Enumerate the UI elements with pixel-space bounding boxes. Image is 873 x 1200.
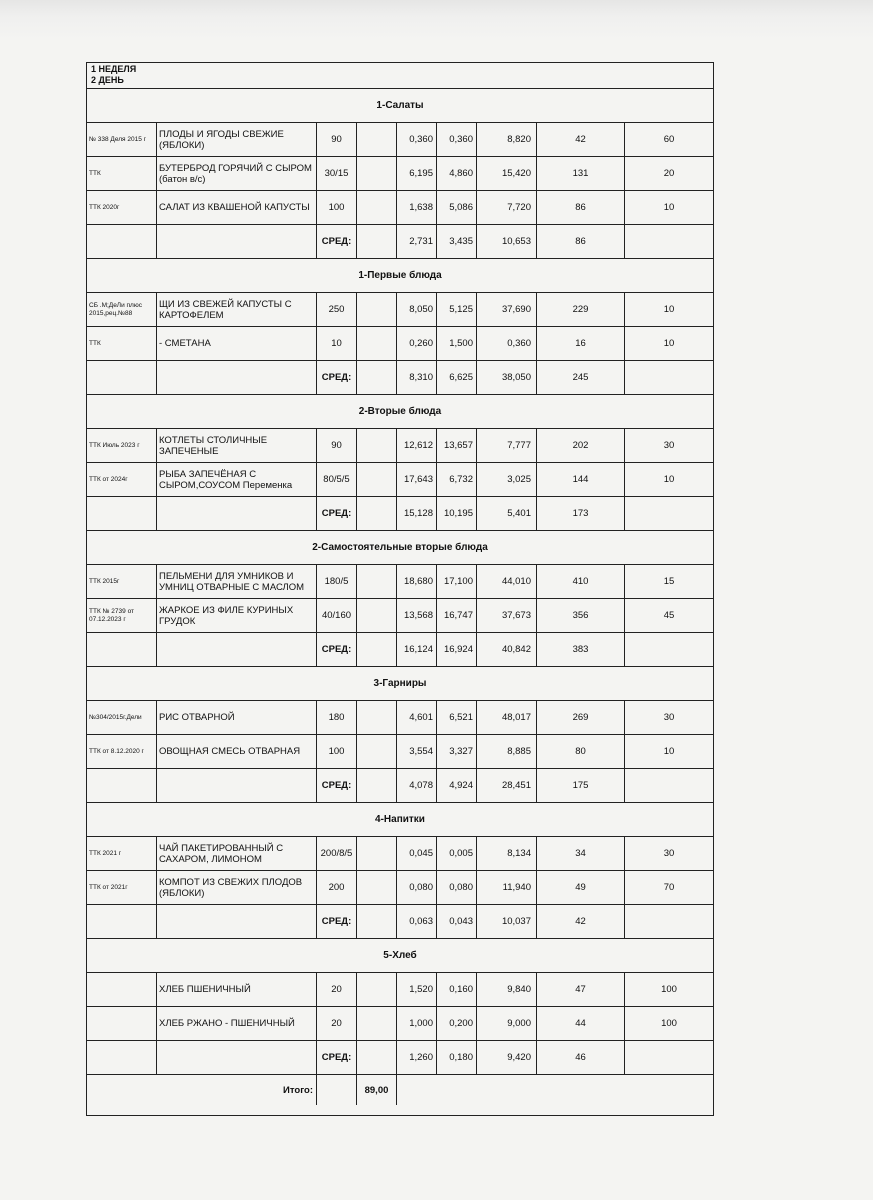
section-title: 4-Напитки bbox=[87, 803, 713, 837]
dish-name: РИС ОТВАРНОЙ bbox=[157, 701, 317, 734]
protein-value: 0,045 bbox=[397, 837, 437, 870]
section-title: 1-Салаты bbox=[87, 89, 713, 123]
recipe-code: СБ .М;ДеЛи плюс 2015,рец.№88 bbox=[87, 293, 157, 326]
dish-name: ЧАЙ ПАКЕТИРОВАННЫЙ С САХАРОМ, ЛИМОНОМ bbox=[157, 837, 317, 870]
average-row bbox=[87, 769, 713, 803]
protein-value: 1,520 bbox=[397, 973, 437, 1006]
table-row bbox=[87, 327, 713, 361]
recipe-code bbox=[87, 1007, 157, 1040]
kcal-value: 34 bbox=[537, 837, 625, 870]
average-row bbox=[87, 633, 713, 667]
price-value: 45 bbox=[663, 610, 675, 621]
dish-name: ЖАРКОЕ ИЗ ФИЛЕ КУРИНЫХ ГРУДОК bbox=[157, 599, 317, 632]
kcal-value: 356 bbox=[537, 599, 625, 632]
fat-value: 6,732 bbox=[437, 463, 477, 496]
blank-cell bbox=[87, 1041, 157, 1074]
scan-noise bbox=[0, 0, 873, 40]
blank-cell bbox=[87, 361, 157, 394]
price-value: 60 bbox=[663, 134, 675, 145]
average-row bbox=[87, 905, 713, 939]
table-row bbox=[87, 429, 713, 463]
fat-value: 1,500 bbox=[437, 327, 477, 360]
protein-value: 4,601 bbox=[397, 701, 437, 734]
total-blank bbox=[317, 1075, 357, 1105]
average-row bbox=[87, 361, 713, 395]
blank-cell bbox=[357, 1007, 397, 1040]
section-title: 1-Первые блюда bbox=[87, 259, 713, 293]
total-row bbox=[87, 1075, 713, 1105]
portion-weight: 90 bbox=[317, 123, 357, 156]
carbs-value: 0,360 bbox=[477, 327, 537, 360]
average-label: СРЕД: bbox=[317, 769, 357, 802]
portion-weight: 250 bbox=[317, 293, 357, 326]
avg-protein: 16,124 bbox=[397, 633, 437, 666]
protein-value: 0,260 bbox=[397, 327, 437, 360]
avg-kcal: 86 bbox=[537, 225, 625, 258]
blank-cell bbox=[357, 973, 397, 1006]
portion-weight: 200 bbox=[317, 871, 357, 904]
price-value: 10 bbox=[663, 746, 675, 757]
protein-value: 0,080 bbox=[397, 871, 437, 904]
avg-fat: 16,924 bbox=[437, 633, 477, 666]
blank-cell bbox=[625, 905, 713, 938]
carbs-value: 8,820 bbox=[477, 123, 537, 156]
price-value: 15 bbox=[663, 576, 675, 587]
portion-weight: 200/8/5 bbox=[317, 837, 357, 870]
avg-protein: 8,310 bbox=[397, 361, 437, 394]
blank-cell bbox=[157, 633, 317, 666]
fat-value: 0,360 bbox=[437, 123, 477, 156]
carbs-value: 37,690 bbox=[477, 293, 537, 326]
price-value: 100 bbox=[661, 1018, 677, 1029]
avg-carbs: 10,037 bbox=[477, 905, 537, 938]
table-row bbox=[87, 735, 713, 769]
sheet-header bbox=[87, 63, 713, 89]
protein-value: 3,554 bbox=[397, 735, 437, 768]
table-row bbox=[87, 463, 713, 497]
avg-carbs: 38,050 bbox=[477, 361, 537, 394]
protein-value: 8,050 bbox=[397, 293, 437, 326]
average-label: СРЕД: bbox=[317, 225, 357, 258]
blank-cell bbox=[87, 633, 157, 666]
table-row bbox=[87, 157, 713, 191]
blank-cell bbox=[357, 497, 397, 530]
carbs-value: 48,017 bbox=[477, 701, 537, 734]
avg-fat: 6,625 bbox=[437, 361, 477, 394]
recipe-code: ТТК Июль 2023 г bbox=[87, 429, 157, 462]
kcal-value: 42 bbox=[537, 123, 625, 156]
carbs-value: 8,885 bbox=[477, 735, 537, 768]
recipe-code: №304/2015г.Дели bbox=[87, 701, 157, 734]
table-row bbox=[87, 837, 713, 871]
avg-kcal: 46 bbox=[537, 1041, 625, 1074]
kcal-value: 131 bbox=[537, 157, 625, 190]
avg-kcal: 173 bbox=[537, 497, 625, 530]
kcal-value: 410 bbox=[537, 565, 625, 598]
carbs-value: 9,000 bbox=[477, 1007, 537, 1040]
fat-value: 13,657 bbox=[437, 429, 477, 462]
protein-value: 17,643 bbox=[397, 463, 437, 496]
blank-cell bbox=[357, 701, 397, 734]
recipe-code: № 338 Деля 2015 г bbox=[87, 123, 157, 156]
kcal-value: 229 bbox=[537, 293, 625, 326]
avg-carbs: 9,420 bbox=[477, 1041, 537, 1074]
price-value: 10 bbox=[663, 304, 675, 315]
portion-weight: 180/5 bbox=[317, 565, 357, 598]
blank-cell bbox=[87, 769, 157, 802]
portion-weight: 40/160 bbox=[317, 599, 357, 632]
average-row bbox=[87, 1041, 713, 1075]
avg-protein: 2,731 bbox=[397, 225, 437, 258]
average-row bbox=[87, 225, 713, 259]
blank-cell bbox=[625, 769, 713, 802]
blank-cell bbox=[625, 225, 713, 258]
price-value: 20 bbox=[663, 168, 675, 179]
kcal-value: 16 bbox=[537, 327, 625, 360]
kcal-value: 86 bbox=[537, 191, 625, 224]
total-value: 89,00 bbox=[357, 1075, 397, 1105]
average-label: СРЕД: bbox=[317, 497, 357, 530]
section-title: 2-Самостоятельные вторые блюда bbox=[87, 531, 713, 565]
blank-cell bbox=[357, 463, 397, 496]
portion-weight: 100 bbox=[317, 191, 357, 224]
blank-cell bbox=[357, 293, 397, 326]
blank-cell bbox=[87, 225, 157, 258]
blank-cell bbox=[357, 837, 397, 870]
fat-value: 16,747 bbox=[437, 599, 477, 632]
price-value: 10 bbox=[663, 202, 675, 213]
price-value: 30 bbox=[663, 712, 675, 723]
avg-carbs: 28,451 bbox=[477, 769, 537, 802]
kcal-value: 144 bbox=[537, 463, 625, 496]
carbs-value: 37,673 bbox=[477, 599, 537, 632]
carbs-value: 11,940 bbox=[477, 871, 537, 904]
recipe-code: ТТК bbox=[87, 327, 157, 360]
blank-cell bbox=[357, 1041, 397, 1074]
kcal-value: 269 bbox=[537, 701, 625, 734]
fat-value: 17,100 bbox=[437, 565, 477, 598]
avg-kcal: 245 bbox=[537, 361, 625, 394]
portion-weight: 100 bbox=[317, 735, 357, 768]
blank-cell bbox=[157, 225, 317, 258]
portion-weight: 10 bbox=[317, 327, 357, 360]
section-title: 3-Гарниры bbox=[87, 667, 713, 701]
kcal-value: 47 bbox=[537, 973, 625, 1006]
dish-name: КОТЛЕТЫ СТОЛИЧНЫЕ ЗАПЕЧЕНЫЕ bbox=[157, 429, 317, 462]
dish-name: ПЛОДЫ И ЯГОДЫ СВЕЖИЕ (ЯБЛОКИ) bbox=[157, 123, 317, 156]
blank-cell bbox=[157, 361, 317, 394]
blank-cell bbox=[357, 905, 397, 938]
protein-value: 18,680 bbox=[397, 565, 437, 598]
portion-weight: 20 bbox=[317, 973, 357, 1006]
price-value: 10 bbox=[663, 338, 675, 349]
portion-weight: 20 bbox=[317, 1007, 357, 1040]
dish-name: САЛАТ ИЗ КВАШЕНОЙ КАПУСТЫ bbox=[157, 191, 317, 224]
carbs-value: 44,010 bbox=[477, 565, 537, 598]
section-title: 5-Хлеб bbox=[87, 939, 713, 973]
protein-value: 13,568 bbox=[397, 599, 437, 632]
avg-fat: 10,195 bbox=[437, 497, 477, 530]
avg-kcal: 383 bbox=[537, 633, 625, 666]
fat-value: 0,005 bbox=[437, 837, 477, 870]
carbs-value: 7,777 bbox=[477, 429, 537, 462]
week-label: 1 НЕДЕЛЯ bbox=[91, 64, 137, 74]
fat-value: 0,080 bbox=[437, 871, 477, 904]
avg-protein: 15,128 bbox=[397, 497, 437, 530]
dish-name: ХЛЕБ ПШЕНИЧНЫЙ bbox=[157, 973, 317, 1006]
dish-name: - СМЕТАНА bbox=[157, 327, 317, 360]
table-row bbox=[87, 871, 713, 905]
protein-value: 1,000 bbox=[397, 1007, 437, 1040]
kcal-value: 80 bbox=[537, 735, 625, 768]
fat-value: 6,521 bbox=[437, 701, 477, 734]
protein-value: 0,360 bbox=[397, 123, 437, 156]
recipe-code bbox=[87, 973, 157, 1006]
blank-cell bbox=[625, 361, 713, 394]
blank-cell bbox=[357, 599, 397, 632]
carbs-value: 15,420 bbox=[477, 157, 537, 190]
protein-value: 1,638 bbox=[397, 191, 437, 224]
price-value: 30 bbox=[663, 440, 675, 451]
portion-weight: 80/5/5 bbox=[317, 463, 357, 496]
carbs-value: 7,720 bbox=[477, 191, 537, 224]
blank-cell bbox=[87, 905, 157, 938]
portion-weight: 180 bbox=[317, 701, 357, 734]
blank-cell bbox=[357, 327, 397, 360]
average-label: СРЕД: bbox=[317, 1041, 357, 1074]
portion-weight: 30/15 bbox=[317, 157, 357, 190]
dish-name: КОМПОТ ИЗ СВЕЖИХ ПЛОДОВ (ЯБЛОКИ) bbox=[157, 871, 317, 904]
fat-value: 0,200 bbox=[437, 1007, 477, 1040]
average-label: СРЕД: bbox=[317, 905, 357, 938]
table-row bbox=[87, 293, 713, 327]
protein-value: 12,612 bbox=[397, 429, 437, 462]
dish-name: ЩИ ИЗ СВЕЖЕЙ КАПУСТЫ С КАРТОФЕЛЕМ bbox=[157, 293, 317, 326]
blank-cell bbox=[357, 361, 397, 394]
average-label: СРЕД: bbox=[317, 361, 357, 394]
recipe-code: ТТК от 2021г bbox=[87, 871, 157, 904]
recipe-code: ТТК от 2024г bbox=[87, 463, 157, 496]
price-value: 70 bbox=[663, 882, 675, 893]
carbs-value: 9,840 bbox=[477, 973, 537, 1006]
avg-protein: 4,078 bbox=[397, 769, 437, 802]
recipe-code: ТТК 2020г bbox=[87, 191, 157, 224]
avg-protein: 0,063 bbox=[397, 905, 437, 938]
blank-cell bbox=[157, 769, 317, 802]
section-title: 2-Вторые блюда bbox=[87, 395, 713, 429]
price-value: 30 bbox=[663, 848, 675, 859]
avg-protein: 1,260 bbox=[397, 1041, 437, 1074]
portion-weight: 90 bbox=[317, 429, 357, 462]
average-row bbox=[87, 497, 713, 531]
dish-name: РЫБА ЗАПЕЧЁНАЯ С СЫРОМ,СОУСОМ Переменка bbox=[157, 463, 317, 496]
total-rest bbox=[397, 1075, 713, 1105]
price-value: 100 bbox=[661, 984, 677, 995]
blank-cell bbox=[157, 497, 317, 530]
blank-cell bbox=[357, 157, 397, 190]
avg-kcal: 42 bbox=[537, 905, 625, 938]
table-row bbox=[87, 565, 713, 599]
avg-carbs: 40,842 bbox=[477, 633, 537, 666]
blank-cell bbox=[357, 123, 397, 156]
table-row bbox=[87, 1007, 713, 1041]
blank-cell bbox=[157, 905, 317, 938]
table-row bbox=[87, 973, 713, 1007]
fat-value: 4,860 bbox=[437, 157, 477, 190]
blank-cell bbox=[357, 871, 397, 904]
table-row bbox=[87, 191, 713, 225]
kcal-value: 44 bbox=[537, 1007, 625, 1040]
blank-cell bbox=[357, 225, 397, 258]
kcal-value: 49 bbox=[537, 871, 625, 904]
blank-cell bbox=[357, 769, 397, 802]
table-row bbox=[87, 123, 713, 157]
dish-name: БУТЕРБРОД ГОРЯЧИЙ С СЫРОМ (батон в/с) bbox=[157, 157, 317, 190]
sections-container bbox=[87, 89, 713, 1075]
blank-cell bbox=[625, 633, 713, 666]
dish-name: ПЕЛЬМЕНИ ДЛЯ УМНИКОВ И УМНИЦ ОТВАРНЫЕ С МАСЛОМ bbox=[157, 565, 317, 598]
avg-carbs: 10,653 bbox=[477, 225, 537, 258]
avg-fat: 0,180 bbox=[437, 1041, 477, 1074]
blank-cell bbox=[157, 1041, 317, 1074]
recipe-code: ТТК от 8.12.2020 г bbox=[87, 735, 157, 768]
total-label: Итого: bbox=[87, 1075, 317, 1105]
price-value: 10 bbox=[663, 474, 675, 485]
fat-value: 5,086 bbox=[437, 191, 477, 224]
avg-carbs: 5,401 bbox=[477, 497, 537, 530]
carbs-value: 8,134 bbox=[477, 837, 537, 870]
avg-fat: 3,435 bbox=[437, 225, 477, 258]
kcal-value: 202 bbox=[537, 429, 625, 462]
recipe-code: ТТК № 2739 от 07.12.2023 г bbox=[87, 599, 157, 632]
protein-value: 6,195 bbox=[397, 157, 437, 190]
blank-cell bbox=[625, 1041, 713, 1074]
avg-fat: 0,043 bbox=[437, 905, 477, 938]
avg-fat: 4,924 bbox=[437, 769, 477, 802]
blank-cell bbox=[357, 429, 397, 462]
day-label: 2 ДЕНЬ bbox=[91, 75, 124, 85]
blank-cell bbox=[625, 497, 713, 530]
average-label: СРЕД: bbox=[317, 633, 357, 666]
fat-value: 0,160 bbox=[437, 973, 477, 1006]
table-row bbox=[87, 599, 713, 633]
blank-cell bbox=[357, 633, 397, 666]
menu-sheet bbox=[86, 62, 714, 1116]
fat-value: 3,327 bbox=[437, 735, 477, 768]
blank-cell bbox=[357, 735, 397, 768]
dish-name: ОВОЩНАЯ СМЕСЬ ОТВАРНАЯ bbox=[157, 735, 317, 768]
blank-cell bbox=[357, 565, 397, 598]
recipe-code: ТТК 2021 г bbox=[87, 837, 157, 870]
avg-kcal: 175 bbox=[537, 769, 625, 802]
carbs-value: 3,025 bbox=[477, 463, 537, 496]
blank-cell bbox=[87, 497, 157, 530]
table-row bbox=[87, 701, 713, 735]
recipe-code: ТТК 2015г bbox=[87, 565, 157, 598]
dish-name: ХЛЕБ РЖАНО - ПШЕНИЧНЫЙ bbox=[157, 1007, 317, 1040]
fat-value: 5,125 bbox=[437, 293, 477, 326]
recipe-code: ТТК bbox=[87, 157, 157, 190]
blank-cell bbox=[357, 191, 397, 224]
